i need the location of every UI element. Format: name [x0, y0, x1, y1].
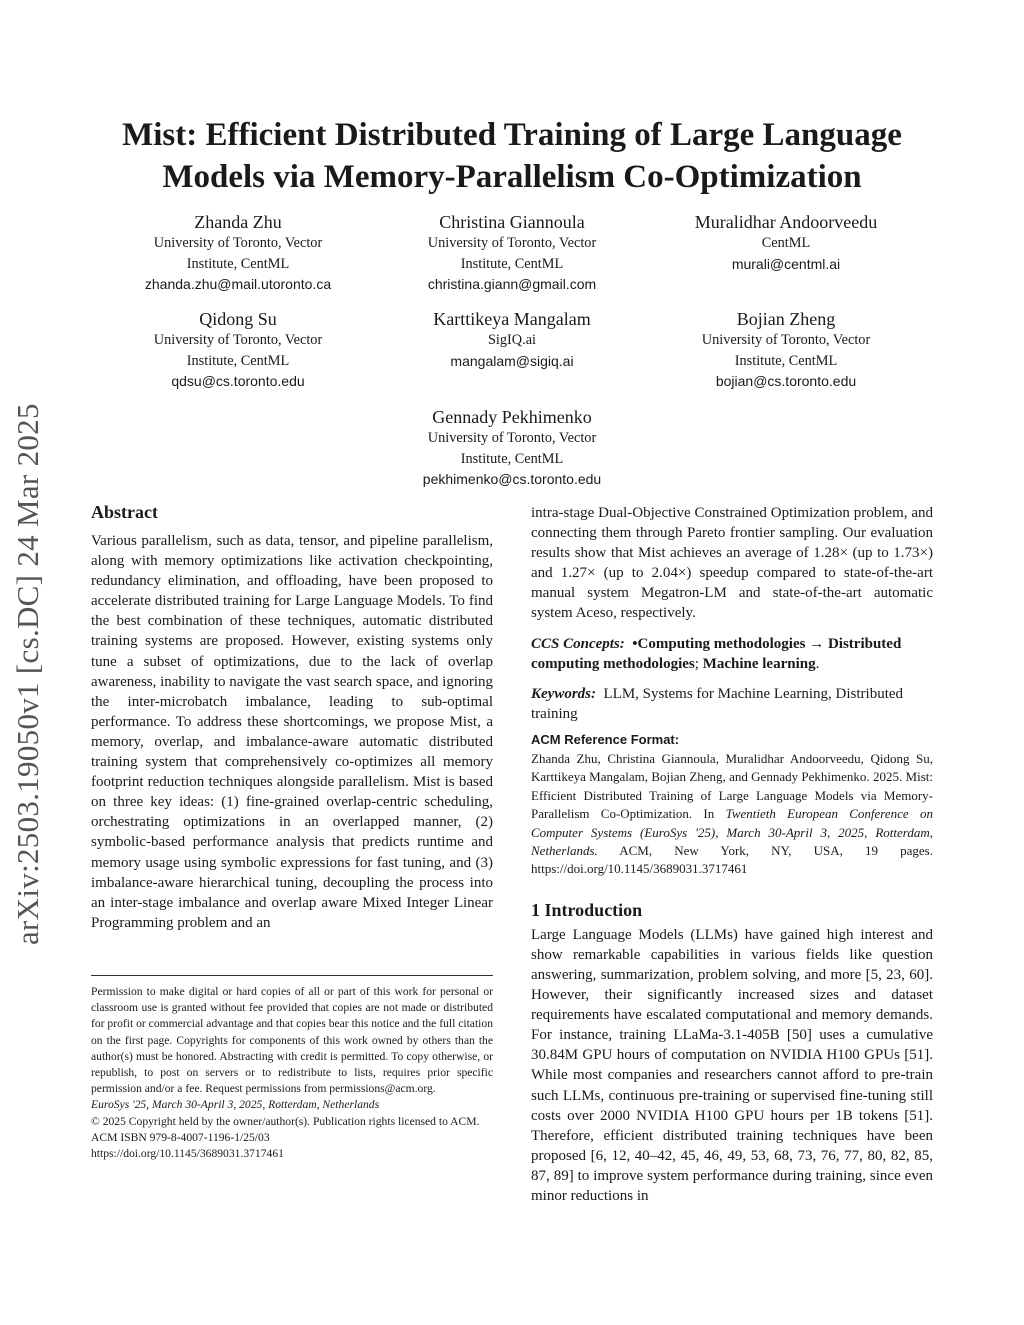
doi-link[interactable]: https://doi.org/10.1145/3689031.3717461 [91, 1147, 284, 1161]
author-block [636, 307, 936, 392]
title-line-2: Models via Memory-Parallelism Co-Optimization [162, 159, 862, 195]
author-affiliation: University of Toronto, Vector [153, 332, 323, 348]
author-name: Bojian Zheng [736, 309, 836, 329]
author-affiliation: Institute, CentML [186, 352, 290, 369]
footnote-rule [91, 975, 493, 976]
keywords-text: LLM, Systems for Machine Learning, Distributed training [531, 685, 904, 722]
acm-ref-heading: ACM Reference Format: [531, 731, 680, 747]
author-affiliation: University of Toronto, Vector [153, 235, 323, 251]
ccs-concepts [531, 634, 933, 674]
author-block [88, 210, 388, 295]
author-block [362, 210, 662, 295]
author-affiliation: SigIQ.ai [487, 332, 537, 348]
author-block [88, 307, 388, 392]
author-name: Qidong Su [199, 309, 277, 329]
ccs-separator: ; [694, 655, 703, 672]
abstract-section [91, 501, 493, 933]
author-email[interactable]: christina.giann@gmail.com [427, 276, 597, 292]
acm-ref-body [531, 750, 933, 879]
copyright-line: © 2025 Copyright held by the owner/author(s). Publication rights licensed to ACM. [91, 1114, 480, 1128]
author-affiliation: University of Toronto, Vector [427, 430, 597, 446]
ccs-label: CCS Concepts: [531, 635, 625, 652]
author-affiliation: Institute, CentML [186, 255, 290, 272]
author-block [362, 307, 662, 371]
permission-notice: Permission to make digital or hard copies of all or part of this work for personal or classroom use is granted without fee provided that copies are not made or distributed for profit or commercial advantage and that copies bear this notice and the full citation on the first page. Copyrights for components of this work owned by others than the author(s) must be honored. Abstracting with credit is permitted. To copy otherwise, or republish, to post on servers or to redistribute to lists, requires prior specific permission and/or a fee. Request permissions from permissions@acm.org. [91, 985, 493, 1096]
abstract-heading: Abstract [91, 502, 158, 522]
author-affiliation: University of Toronto, Vector [427, 235, 597, 251]
keywords-label: Keywords: [531, 685, 596, 702]
author-email[interactable]: murali@centml.ai [731, 255, 841, 272]
author-email[interactable]: pekhimenko@cs.toronto.edu [422, 471, 602, 487]
acm-ref-venue: Twentieth European Conference on Computer Systems (EuroSys '25), March 30-April 3, 2025, Rotterdam, Netherlands. [531, 806, 933, 858]
author-email[interactable]: qdsu@cs.toronto.edu [171, 373, 305, 389]
right-column [531, 503, 933, 1206]
acm-ref-tail: ACM, New York, NY, USA, 19 pages. https://doi.org/10.1145/3689031.3717461 [531, 842, 933, 877]
ccs-concept-2: Machine learning [702, 655, 816, 672]
ccs-bullet: • [632, 635, 638, 652]
author-email[interactable]: mangalam@sigiq.ai [450, 352, 574, 369]
ccs-end: . [815, 655, 820, 672]
intro-body: Large Language Models (LLMs) have gained high interest and show remarkable capabilities in various fields like question answering, summarization, problem solving, and more [5, 23, 60]. However, their significantly increased sizes and dataset requirements have escalated computational and memory demands. For instance, training LLaMa-3.1-405B [50] uses a cumulative 30.84M GPU hours of computation on NVIDIA H100 GPUs [51]. While most companies and researchers cannot afford to pre-train such LLMs, continuous pre-training or supervised fine-tuning still costs over 2000 NVIDIA H100 GPU hours per 1B tokens [51]. Therefore, efficient distributed training techniques have been proposed [6, 12, 40–42, 45, 46, 49, 53, 68, 73, 76, 77, 80, 82, 85, 87, 89] to improve system performance during training, since even minor reductions in [531, 926, 933, 1204]
author-affiliation: Institute, CentML [734, 352, 838, 369]
ccs-concept-1: Computing methodologies → Distributed computing methodologies [531, 635, 902, 672]
abstract-body: Various parallelism, such as data, tensor, and pipeline parallelism, along with memory optimizations like activation checkpointing, redundancy elimination, and offloading, have been proposed to accelerate distributed training for Large Language Models. To find the best combination of these techniques, automatic distributed training systems are proposed. However, existing systems only tune a subset of optimizations, due to the lack of overlap awareness, inability to navigate the vast search space, and ignoring the inter-microbatch imbalance, leading to sub-optimal performance. To address these shortcomings, we propose Mist, a memory, overlap, and imbalance-aware automatic distributed training system that comprehensively co-optimizes all memory footprint reduction techniques alongside parallelism. Mist is based on three key ideas: (1) fine-grained overlap-centric scheduling, orchestrating optimizations in an overlapped manner, (2) symbolic-based performance analysis that predicts runtime and memory usage using symbolic expressions for fast tuning, and (3) imbalance-aware hierarchical tuning, decoupling the process into an inter-stage imbalance and overlap aware Mixed Integer Linear Programming problem and an [91, 533, 493, 931]
title-line-1: Mist: Efficient Distributed Training of Large Language [122, 117, 902, 153]
acm-ref-authors: Zhanda Zhu, Christina Giannoula, Muralidhar Andoorveedu, Qidong Su, Karttikeya Mangalam, Bojian Zheng, and Gennady Pekhimenko. 2025. Mist: Efficient Distributed Training of Large Language Models via Memory-Parallelism Co-Optimization. In [531, 750, 933, 822]
author-name: Muralidhar Andoorveedu [694, 212, 878, 232]
author-name: Christina Giannoula [439, 212, 585, 232]
author-affiliation: CentML [761, 235, 811, 251]
author-name: Zhanda Zhu [194, 212, 282, 232]
author-email[interactable]: zhanda.zhu@mail.utoronto.ca [144, 276, 332, 292]
author-name: Karttikeya Mangalam [433, 309, 591, 329]
isbn-line: ACM ISBN 979-8-4007-1196-1/25/03 [91, 1130, 270, 1144]
keywords [531, 684, 933, 724]
author-name: Gennady Pekhimenko [432, 407, 592, 427]
author-affiliation: University of Toronto, Vector [701, 332, 871, 348]
conference-info: EuroSys '25, March 30-April 3, 2025, Rotterdam, Netherlands [91, 1098, 380, 1112]
arxiv-sidebar-id: arXiv:2503.19050v1 [cs.DC] 24 Mar 2025 [10, 403, 45, 945]
author-block [362, 405, 662, 490]
copyright-footnote [91, 984, 493, 1162]
author-affiliation: Institute, CentML [460, 450, 564, 467]
paper-title [60, 114, 964, 198]
author-email[interactable]: bojian@cs.toronto.edu [715, 373, 857, 389]
author-block [636, 210, 936, 274]
author-affiliation: Institute, CentML [460, 255, 564, 272]
intro-heading: 1 Introduction [531, 899, 643, 920]
abstract-continuation: intra-stage Dual-Objective Constrained Optimization problem, and connecting them through Pareto frontier sampling. Our evaluation results show that Mist achieves an average of 1.28× (up to 1.73×) and 1.27× (up to 2.04×) speedup compared to state-of-the-art manual system Megatron-LM and state-of-the-art automatic system Aceso, respectively. [531, 505, 933, 622]
